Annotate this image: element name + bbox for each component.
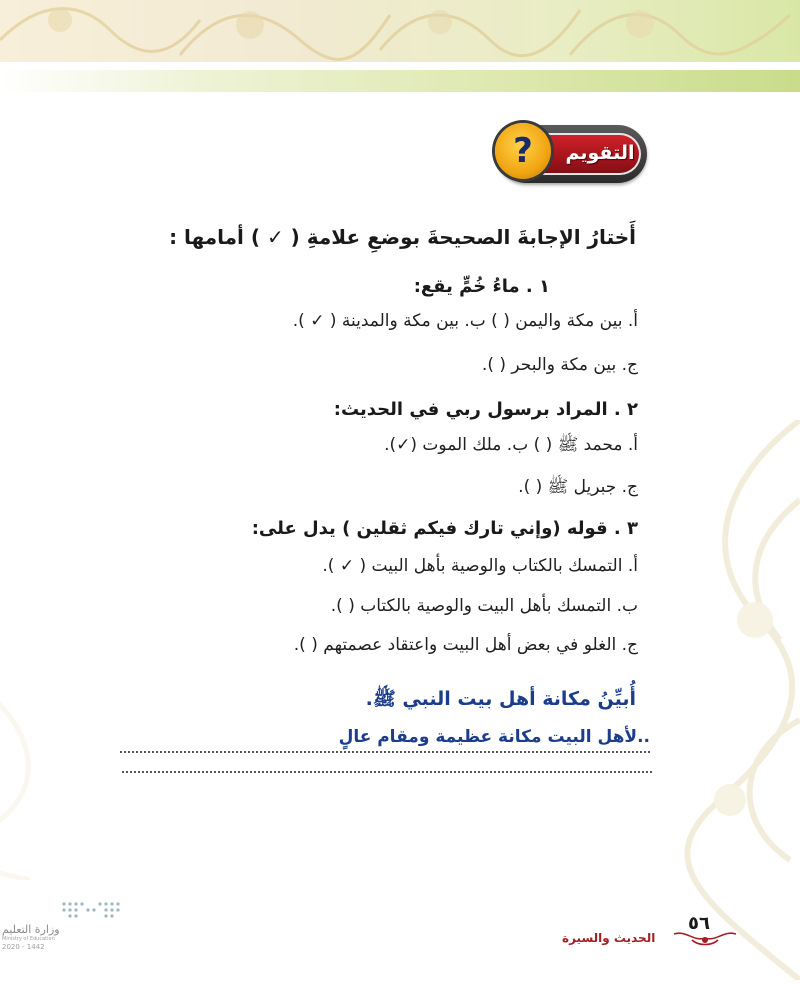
question-3-option-c: ج. الغلو في بعض أهل البيت واعتقاد عصمتهم ( ). — [293, 635, 638, 655]
question-3-option-b: ب. التمسك بأهل البيت والوصية بالكتاب ( ). — [330, 596, 638, 616]
ministry-name-en: Ministry of Education — [2, 936, 55, 942]
book-title: الحديث والسيرة — [562, 931, 656, 945]
question-2-option-ab: أ. محمد ﷺ ( ) ب. ملك الموت (✓). — [384, 435, 638, 455]
question-1-title: ١ . ماءُ خُمٍّ يقع: — [413, 276, 550, 297]
section-2-blank-line — [122, 771, 652, 773]
question-1-option-c: ج. بين مكة والبحر ( ). — [481, 355, 638, 375]
floral-ornament-icon — [0, 0, 800, 62]
header-green-strip — [0, 70, 800, 92]
question-3-title: ٣ . قوله (وإني تارك فيكم ثقلين ) يدل على: — [251, 518, 638, 539]
question-mark-icon: ? — [495, 123, 551, 179]
page-number: ٥٦ — [688, 913, 710, 934]
ministry-name-ar: وزارة التعليم — [2, 923, 60, 936]
ministry-logo-icon — [60, 900, 122, 920]
side-floral-ornament-icon — [660, 420, 800, 980]
question-3-option-a: أ. التمسك بالكتاب والوصية بأهل البيت ( ✓ ). — [322, 556, 638, 576]
evaluation-badge — [497, 125, 647, 183]
question-2-title: ٢ . المراد برسول ربي في الحديث: — [333, 399, 638, 420]
ministry-year: 2020 - 1442 — [2, 943, 45, 951]
ministry-logo — [2, 898, 122, 958]
question-1-option-ab: أ. بين مكة واليمن ( ) ب. بين مكة والمدينة ( ✓ ). — [292, 311, 638, 331]
question-2-option-c: ج. جبريل ﷺ ( ). — [518, 477, 638, 497]
footer-ornament-icon — [672, 928, 738, 948]
section-2-answer: ..لأهل البيت مكانة عظيمة ومقام عالٍ — [120, 727, 650, 753]
badge-label: التقويم — [565, 142, 635, 164]
section-2-heading: أُبيِّنُ مكانة أهل بيت النبي ﷺ. — [365, 688, 636, 710]
header-ornament-band — [0, 0, 800, 62]
instruction-heading: أَختارُ الإجابةَ الصحيحةَ بوضعِ علامةِ ( ✓ ) أمامها : — [169, 225, 636, 249]
